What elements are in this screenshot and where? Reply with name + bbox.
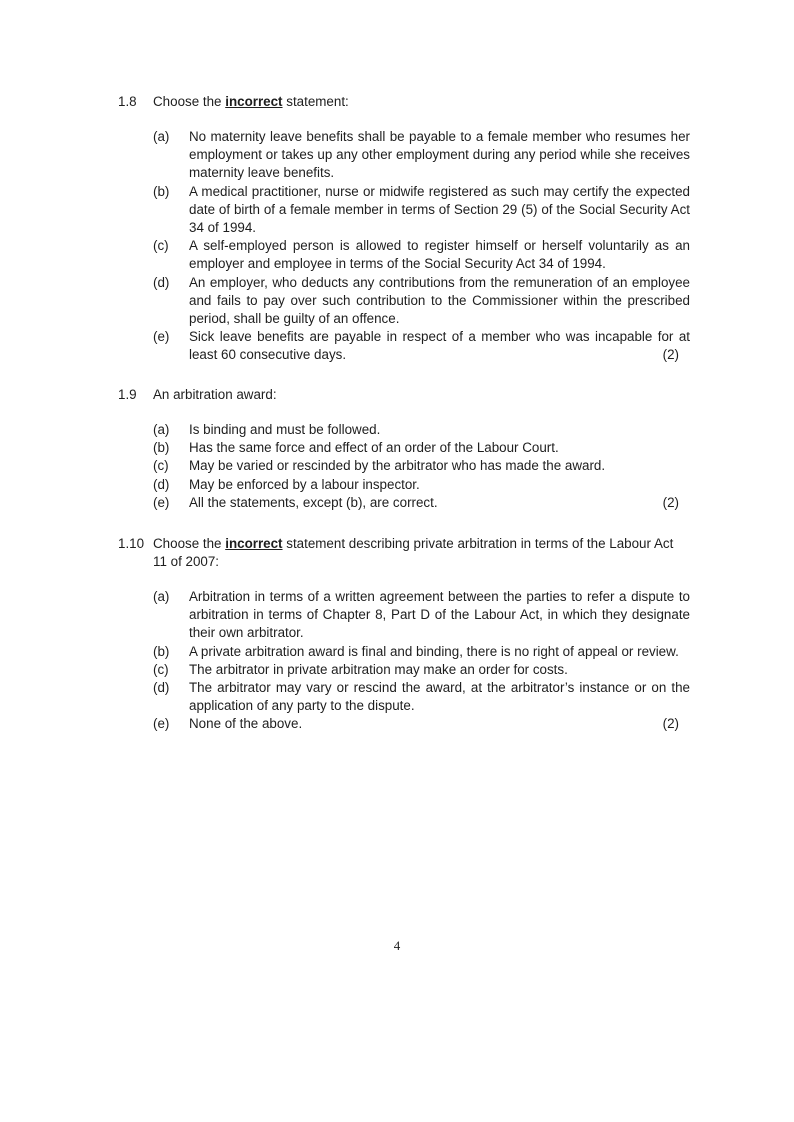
option-list bbox=[118, 128, 690, 365]
option-item bbox=[118, 715, 690, 733]
option-label: (e) bbox=[153, 716, 170, 732]
option-item bbox=[118, 439, 690, 457]
marks-label: (2) bbox=[662, 347, 679, 363]
stem-suffix: statement: bbox=[282, 94, 349, 109]
option-label: (c) bbox=[153, 458, 169, 474]
question-stem bbox=[118, 535, 690, 571]
option-label: (a) bbox=[153, 589, 170, 604]
option-text: A medical practitioner, nurse or midwife registered as such may certify the expected date of birth of a female member in terms of Section 29 (5) of the Social Security Act 34 of 1994. bbox=[189, 183, 690, 236]
question-1-9 bbox=[118, 386, 690, 512]
option-text: The arbitrator may vary or rescind the award, at the arbitrator’s instance or on the application of any party to the dispute. bbox=[189, 680, 690, 714]
question-number: 1.10 bbox=[118, 536, 145, 551]
option-item bbox=[118, 183, 690, 238]
option-text: Sick leave benefits are payable in respect of a member who was incapable for at least 60 consecutive days. bbox=[189, 329, 690, 363]
option-text: May be enforced by a labour inspector. bbox=[189, 476, 420, 492]
page-number: 4 bbox=[393, 938, 401, 953]
option-item bbox=[118, 643, 690, 661]
option-text: An employer, who deducts any contributions from the remuneration of an employee and fails to pay over such contribution to the Commissioner within the prescribed period, shall be guilty of an offence. bbox=[189, 274, 690, 327]
option-label: (e) bbox=[153, 329, 170, 345]
option-label: (b) bbox=[153, 643, 170, 659]
question-stem bbox=[118, 93, 690, 111]
option-label: (a) bbox=[153, 129, 170, 144]
option-text: No maternity leave benefits shall be payable to a female member who resumes her employment or takes up any other employment during any period while she receives maternity leave benefits. bbox=[189, 129, 690, 181]
stem-prefix: Choose the bbox=[153, 536, 226, 551]
option-label: (b) bbox=[153, 183, 170, 199]
option-text: None of the above. bbox=[189, 716, 303, 732]
stem-prefix: An arbitration award: bbox=[153, 387, 277, 402]
option-item bbox=[118, 588, 690, 643]
option-item bbox=[118, 421, 690, 439]
option-item bbox=[118, 274, 690, 329]
option-text: The arbitrator in private arbitration may make an order for costs. bbox=[189, 661, 568, 677]
option-label: (e) bbox=[153, 494, 170, 510]
question-1-8 bbox=[118, 93, 690, 365]
option-item bbox=[118, 679, 690, 715]
option-label: (d) bbox=[153, 476, 170, 492]
option-item bbox=[118, 457, 690, 475]
option-text: Is binding and must be followed. bbox=[189, 422, 381, 437]
option-label: (c) bbox=[153, 661, 169, 677]
option-label: (b) bbox=[153, 440, 170, 456]
option-item bbox=[118, 237, 690, 273]
option-item bbox=[118, 494, 690, 512]
option-item bbox=[118, 476, 690, 494]
question-stem bbox=[118, 386, 690, 404]
option-item bbox=[118, 128, 690, 183]
option-text: All the statements, except (b), are correct. bbox=[189, 494, 438, 510]
option-label: (c) bbox=[153, 238, 169, 254]
stem-emphasis: incorrect bbox=[225, 536, 283, 551]
question-1-10 bbox=[118, 535, 690, 734]
option-item bbox=[118, 328, 690, 364]
option-label: (a) bbox=[153, 422, 170, 437]
option-text: Has the same force and effect of an order of the Labour Court. bbox=[189, 440, 559, 456]
marks-label: (2) bbox=[662, 716, 679, 732]
option-text: May be varied or rescinded by the arbitrator who has made the award. bbox=[189, 458, 606, 474]
option-text: A private arbitration award is final and binding, there is no right of appeal or review. bbox=[189, 643, 679, 659]
stem-prefix: Choose the bbox=[153, 94, 226, 109]
marks-label: (2) bbox=[662, 494, 679, 510]
option-list bbox=[118, 588, 690, 734]
option-list bbox=[118, 421, 690, 512]
question-number: 1.8 bbox=[118, 94, 137, 109]
stem-suffix: statement describing private arbitration in terms of the Labour Act 11 of 2007: bbox=[153, 536, 674, 569]
option-text: Arbitration in terms of a written agreement between the parties to refer a dispute to arbitration in terms of Chapter 8, Part D of the Labour Act, in which they designate their own arbitrator. bbox=[189, 589, 690, 641]
option-text: A self-employed person is allowed to register himself or herself voluntarily as an employer and employee in terms of the Social Security Act 34 of 1994. bbox=[189, 238, 690, 272]
option-item bbox=[118, 661, 690, 679]
stem-emphasis: incorrect bbox=[225, 94, 283, 109]
question-number: 1.9 bbox=[118, 387, 137, 402]
option-label: (d) bbox=[153, 680, 170, 696]
option-label: (d) bbox=[153, 274, 170, 290]
